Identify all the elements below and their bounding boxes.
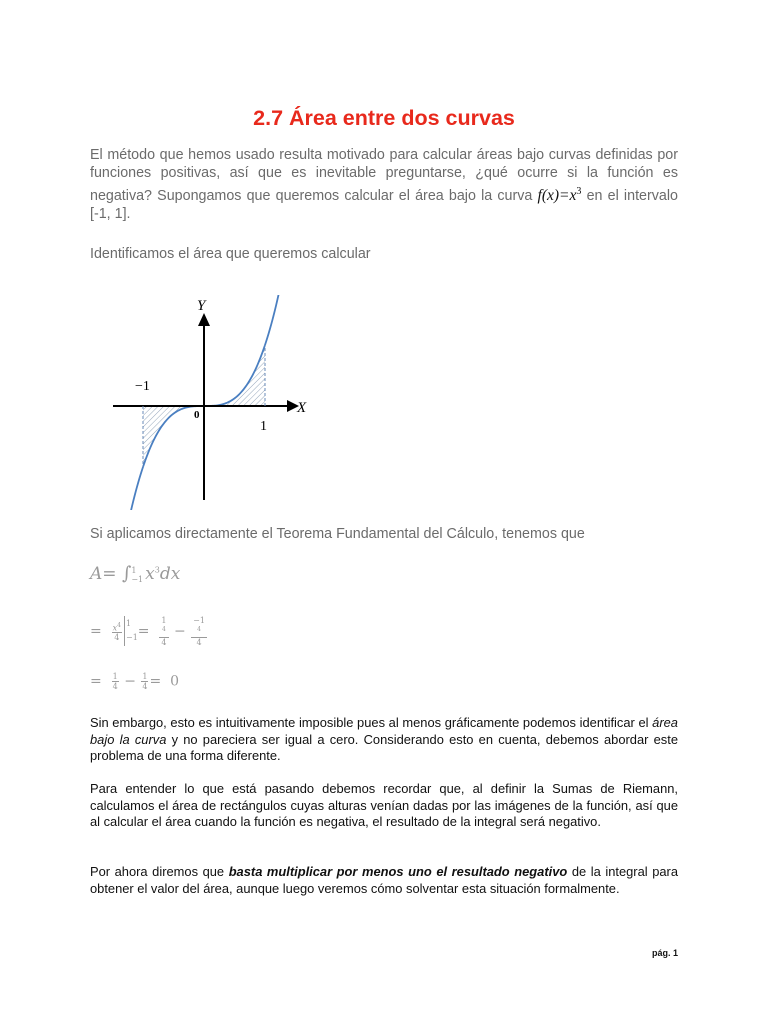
paragraph-riemann: Para entender lo que está pasando debemos recordar que, al definir la Sumas de Riemann, calculamos el área de rectángulos cuyas alturas venían dadas por las imágenes de la función, así que al calcular el área cuando la función es negativa, el resultado de la integral será negativo. [90,781,678,830]
math-line-1: A= ∫ 1 −1 $x^3dx$ [90,563,181,584]
function-expression: $f(x)=x^3$ [537,185,582,204]
emphasis-area: área bajo la curva [90,715,678,747]
identify-paragraph: Identificamos el área que queremos calcular [90,246,371,262]
y-axis-label: Y [197,298,206,314]
neg-one-label: −1 [135,379,150,394]
emphasis-rule: basta multiplicar por menos uno el resultado negativo [228,864,568,879]
pos-one-label: 1 [260,419,267,434]
section-title: 2.7 Área entre dos curvas [253,106,515,130]
math-line-2: = $\frac{x^4}{4}$ 1 −1 = 1 $^4$ 4 − −1 $^4$ 4 [90,616,205,647]
intro-text-end: en el intervalo [-1, 1]. [90,187,678,223]
tfc-paragraph: Si aplicamos directamente el Teorema Fundamental del Cálculo, tenemos que [90,526,585,542]
paragraph-conclusion: Por ahora diremos que basta multiplicar por menos uno el resultado negativo de la integral para obtener el valor del área, aunque luego veremos cómo solventar esta situación formalmente. [90,864,678,896]
intro-text: El método que hemos usado resulta motivado para calcular áreas bajo curvas definidas por funciones positivas, así que es inevitable preguntarse, ¿qué ocurre si la función es negativa? Supongamos que queremos calcular el área bajo la curva [90,147,678,204]
cubic-graph [105,295,335,510]
math-line-3: = $\frac{1}{4}$ − $\frac{1}{4}$ = 0 [90,672,180,691]
origin-label: 0 [194,409,200,421]
shaded-area-positive [204,345,265,406]
intro-paragraph [90,146,678,223]
y-axis-arrow [198,313,210,326]
x-axis-label: X [297,400,307,416]
paragraph-sin-embargo: Sin embargo, esto es intuitivamente imposible pues al menos gráficamente podemos identificar el área bajo la curva y no pareciera ser igual a cero. Considerando esto en cuenta, debemos abordar este problema de una forma diferente. [90,715,678,764]
page-number: pág. 1 [651,948,678,958]
